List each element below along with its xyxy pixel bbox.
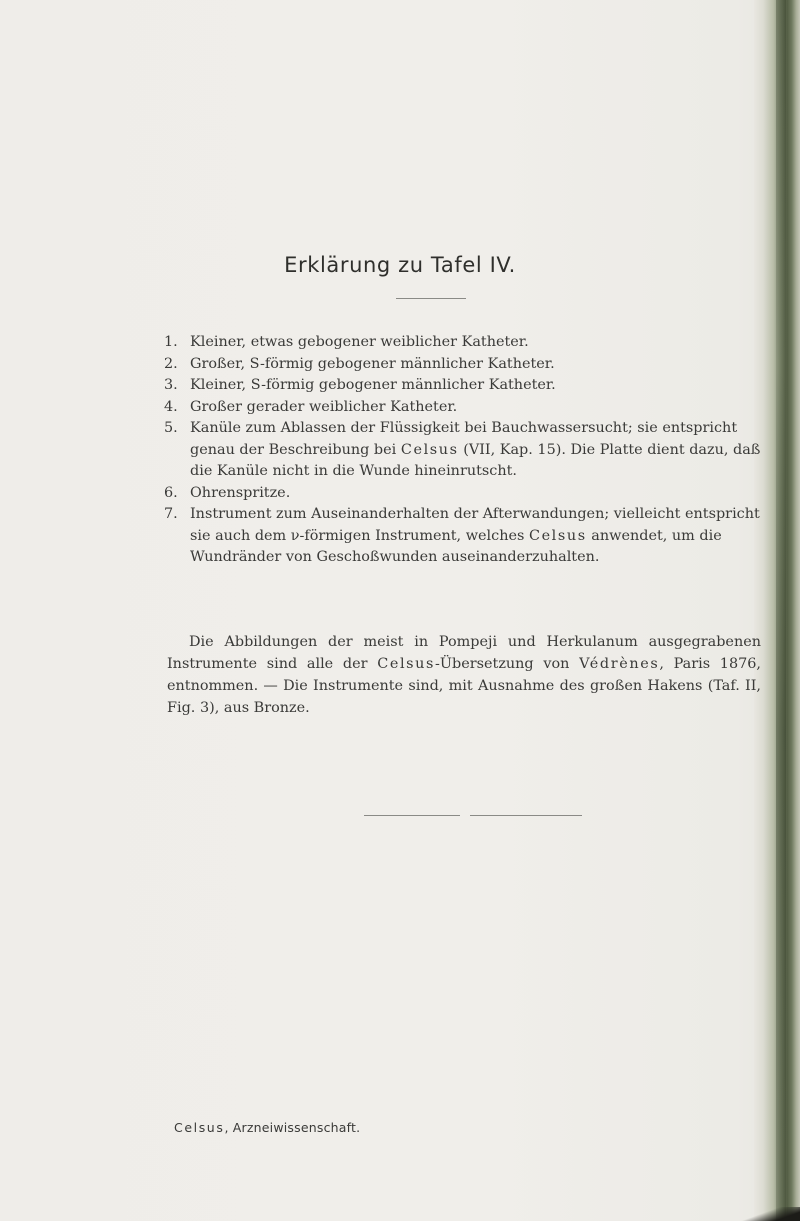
item-number: 1. <box>164 334 178 350</box>
list-item <box>164 418 764 483</box>
list-item <box>164 375 764 397</box>
item-text: Ohrenspritze. <box>190 484 291 501</box>
running-footer <box>174 1120 360 1135</box>
footer-author: Celsus <box>174 1120 225 1135</box>
author-name: Celsus <box>377 656 436 672</box>
item-text: Großer, S-förmig gebogener männlicher Katheter. <box>190 355 555 372</box>
title-divider <box>396 298 466 299</box>
spine-shadow <box>776 0 786 1221</box>
item-number: 7. <box>164 506 178 522</box>
author-name: Celsus <box>528 527 587 544</box>
item-text-before: Kanüle zum Ablassen der Flüssigkeit bei Bauchwassersucht; sie entspricht genau der Beschreibung bei <box>190 420 738 458</box>
item-text-before: Instrument zum Auseinanderhalten der Afterwandungen; vielleicht entspricht sie auch dem ν-förmigen Instrument, welches <box>190 506 760 544</box>
bottom-divider-right <box>470 815 582 816</box>
list-item <box>164 332 764 354</box>
translator-name: Védrènes <box>579 656 660 672</box>
bottom-divider-left <box>364 815 460 816</box>
source-note-paragraph <box>167 631 761 719</box>
footer-text: , Arzneiwissenschaft. <box>224 1120 361 1135</box>
item-number: 4. <box>164 398 178 415</box>
item-number: 3. <box>164 377 178 393</box>
list-item <box>164 504 764 569</box>
paragraph-part: , Paris 1876, entnommen. — Die Instrumente sind, mit Ausnahme des großen Hakens (Taf. II, Fig. 3), aus Bronze. <box>167 656 762 716</box>
author-name: Celsus <box>400 441 459 458</box>
item-text: Kleiner, etwas gebogener weiblicher Katheter. <box>190 334 529 350</box>
paragraph-part: -Übersetzung von <box>435 656 580 672</box>
figure-list <box>164 332 764 569</box>
item-number: 2. <box>164 355 178 372</box>
page-corner-shadow <box>740 1207 800 1221</box>
list-item <box>164 354 764 376</box>
page-title: Erklärung zu Tafel IV. <box>284 253 516 277</box>
item-number: 6. <box>164 484 178 501</box>
item-number: 5. <box>164 420 178 436</box>
list-item <box>164 397 764 419</box>
paragraph-part: Die Abbildungen der meist in Pompeji und Herkulanum ausgegrabenen Instrumente sind alle der <box>167 634 761 672</box>
item-text: Kleiner, S-förmig gebogener männlicher Katheter. <box>190 377 556 393</box>
item-text: Großer gerader weiblicher Katheter. <box>190 398 458 415</box>
item-text-after: anwendet, um die Wundränder von Geschoßwunden auseinanderzuhalten. <box>190 527 722 565</box>
item-text-after: (VII, Kap. 15). Die Platte dient dazu, daß die Kanüle nicht in die Wunde hineinrutscht. <box>190 441 761 479</box>
list-item <box>164 483 764 505</box>
